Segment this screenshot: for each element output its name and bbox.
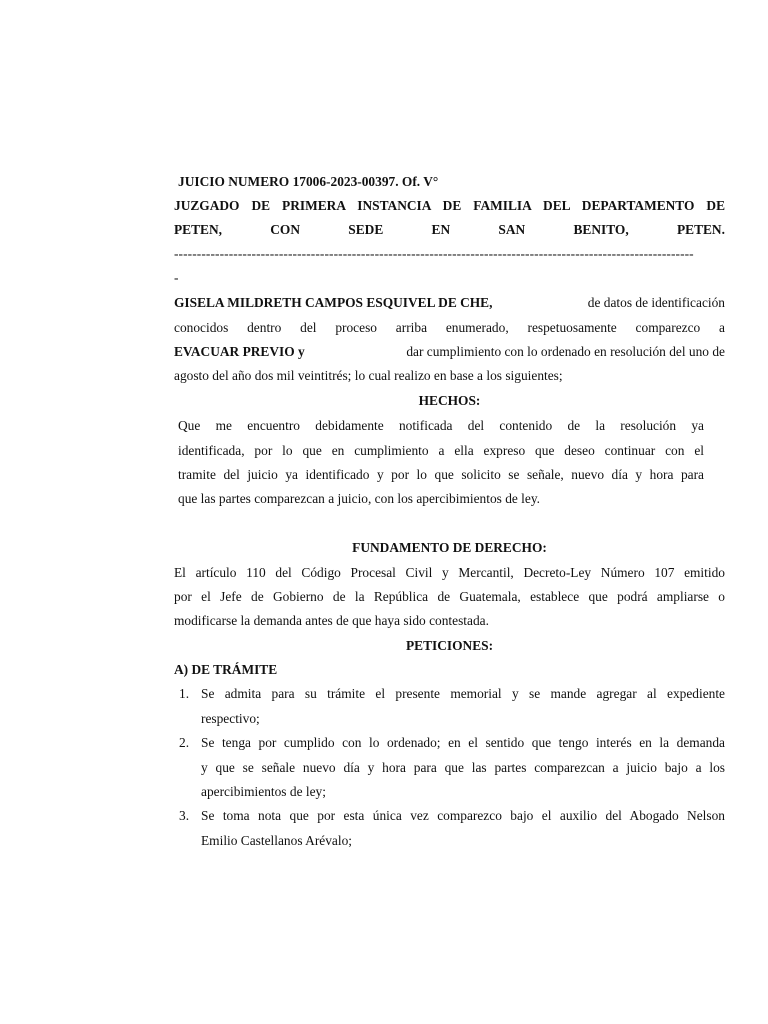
court-word: PETEN. xyxy=(676,222,725,237)
hechos-line: que las partes comparezcan a juicio, con los apercibimientos de ley. xyxy=(178,491,541,506)
item-number: 3. xyxy=(179,808,190,823)
fundamento-title: FUNDAMENTO DE DERECHO: xyxy=(352,540,547,555)
court-word: CON xyxy=(270,222,301,237)
court-line-1: JUZGADO DE PRIMERA INSTANCIA DE FAMILIA DEL DEPARTAMENTO DE xyxy=(174,198,725,213)
fundamento-line: por el Jefe de Gobierno de la República de Guatemala, establece que podrá ampliarse o xyxy=(174,589,725,604)
intro-text: de datos de identificación xyxy=(587,295,725,310)
item-number: 1. xyxy=(179,686,190,701)
item-line: Emilio Castellanos Arévalo; xyxy=(201,833,352,848)
item-line: Se toma nota que por esta única vez comparezco bajo el auxilio del Abogado Nelson xyxy=(201,808,725,823)
intro-line-4: agosto del año dos mil veintitrés; lo cual realizo en base a los siguientes; xyxy=(174,368,563,383)
court-word: SAN xyxy=(498,222,526,237)
hechos-line: Que me encuentro debidamente notificada del contenido de la resolución ya xyxy=(178,418,704,433)
item-line: Se tenga por cumplido con lo ordenado; en el sentido que tengo interés en la demanda xyxy=(201,735,725,750)
item-line: Se admita para su trámite el presente memorial y se mande agregar al expediente xyxy=(201,686,725,701)
court-line-2 xyxy=(174,222,725,238)
intro-line-3 xyxy=(174,344,725,360)
party-name: GISELA MILDRETH CAMPOS ESQUIVEL DE CHE, xyxy=(174,295,493,310)
intro-text: dar cumplimiento con lo ordenado en resolución del uno de xyxy=(406,344,725,359)
fundamento-line: El artículo 110 del Código Procesal Civil y Mercantil, Decreto-Ley Número 107 emitido xyxy=(174,565,725,580)
evacuar-previo: EVACUAR PREVIO y xyxy=(174,344,305,359)
intro-line-2: conocidos dentro del proceso arriba enumerado, respetuosamente comparezco a xyxy=(174,320,725,335)
item-number: 2. xyxy=(179,735,190,750)
hechos-line: tramite del juicio ya identificado y por lo que solicito se señale, nuevo día y hora para xyxy=(178,467,704,482)
court-word: SEDE xyxy=(348,222,384,237)
fundamento-line: modificarse la demanda antes de que haya sido contestada. xyxy=(174,613,489,628)
separator-tail: - xyxy=(174,270,179,285)
hechos-line: identificada, por lo que en cumplimiento a ella expreso que deseo continuar con el xyxy=(178,443,704,458)
intro-line-1 xyxy=(174,295,725,311)
hechos-title: HECHOS: xyxy=(418,393,481,408)
case-number: JUICIO NUMERO 17006-2023-00397. Of. V° xyxy=(178,174,439,189)
separator-line: ------------------------------------------------------------------------------------------------------------------ xyxy=(174,246,694,261)
court-word: BENITO, xyxy=(573,222,629,237)
item-line: y que se señale nuevo día y hora para que las partes comparezcan a juicio bajo a los xyxy=(201,760,725,775)
peticiones-title: PETICIONES: xyxy=(405,638,494,653)
court-word: EN xyxy=(431,222,451,237)
peticiones-subtitle: A) DE TRÁMITE xyxy=(174,662,278,677)
item-line: apercibimientos de ley; xyxy=(201,784,326,799)
court-word: PETEN, xyxy=(174,222,222,237)
item-line: respectivo; xyxy=(201,711,260,726)
